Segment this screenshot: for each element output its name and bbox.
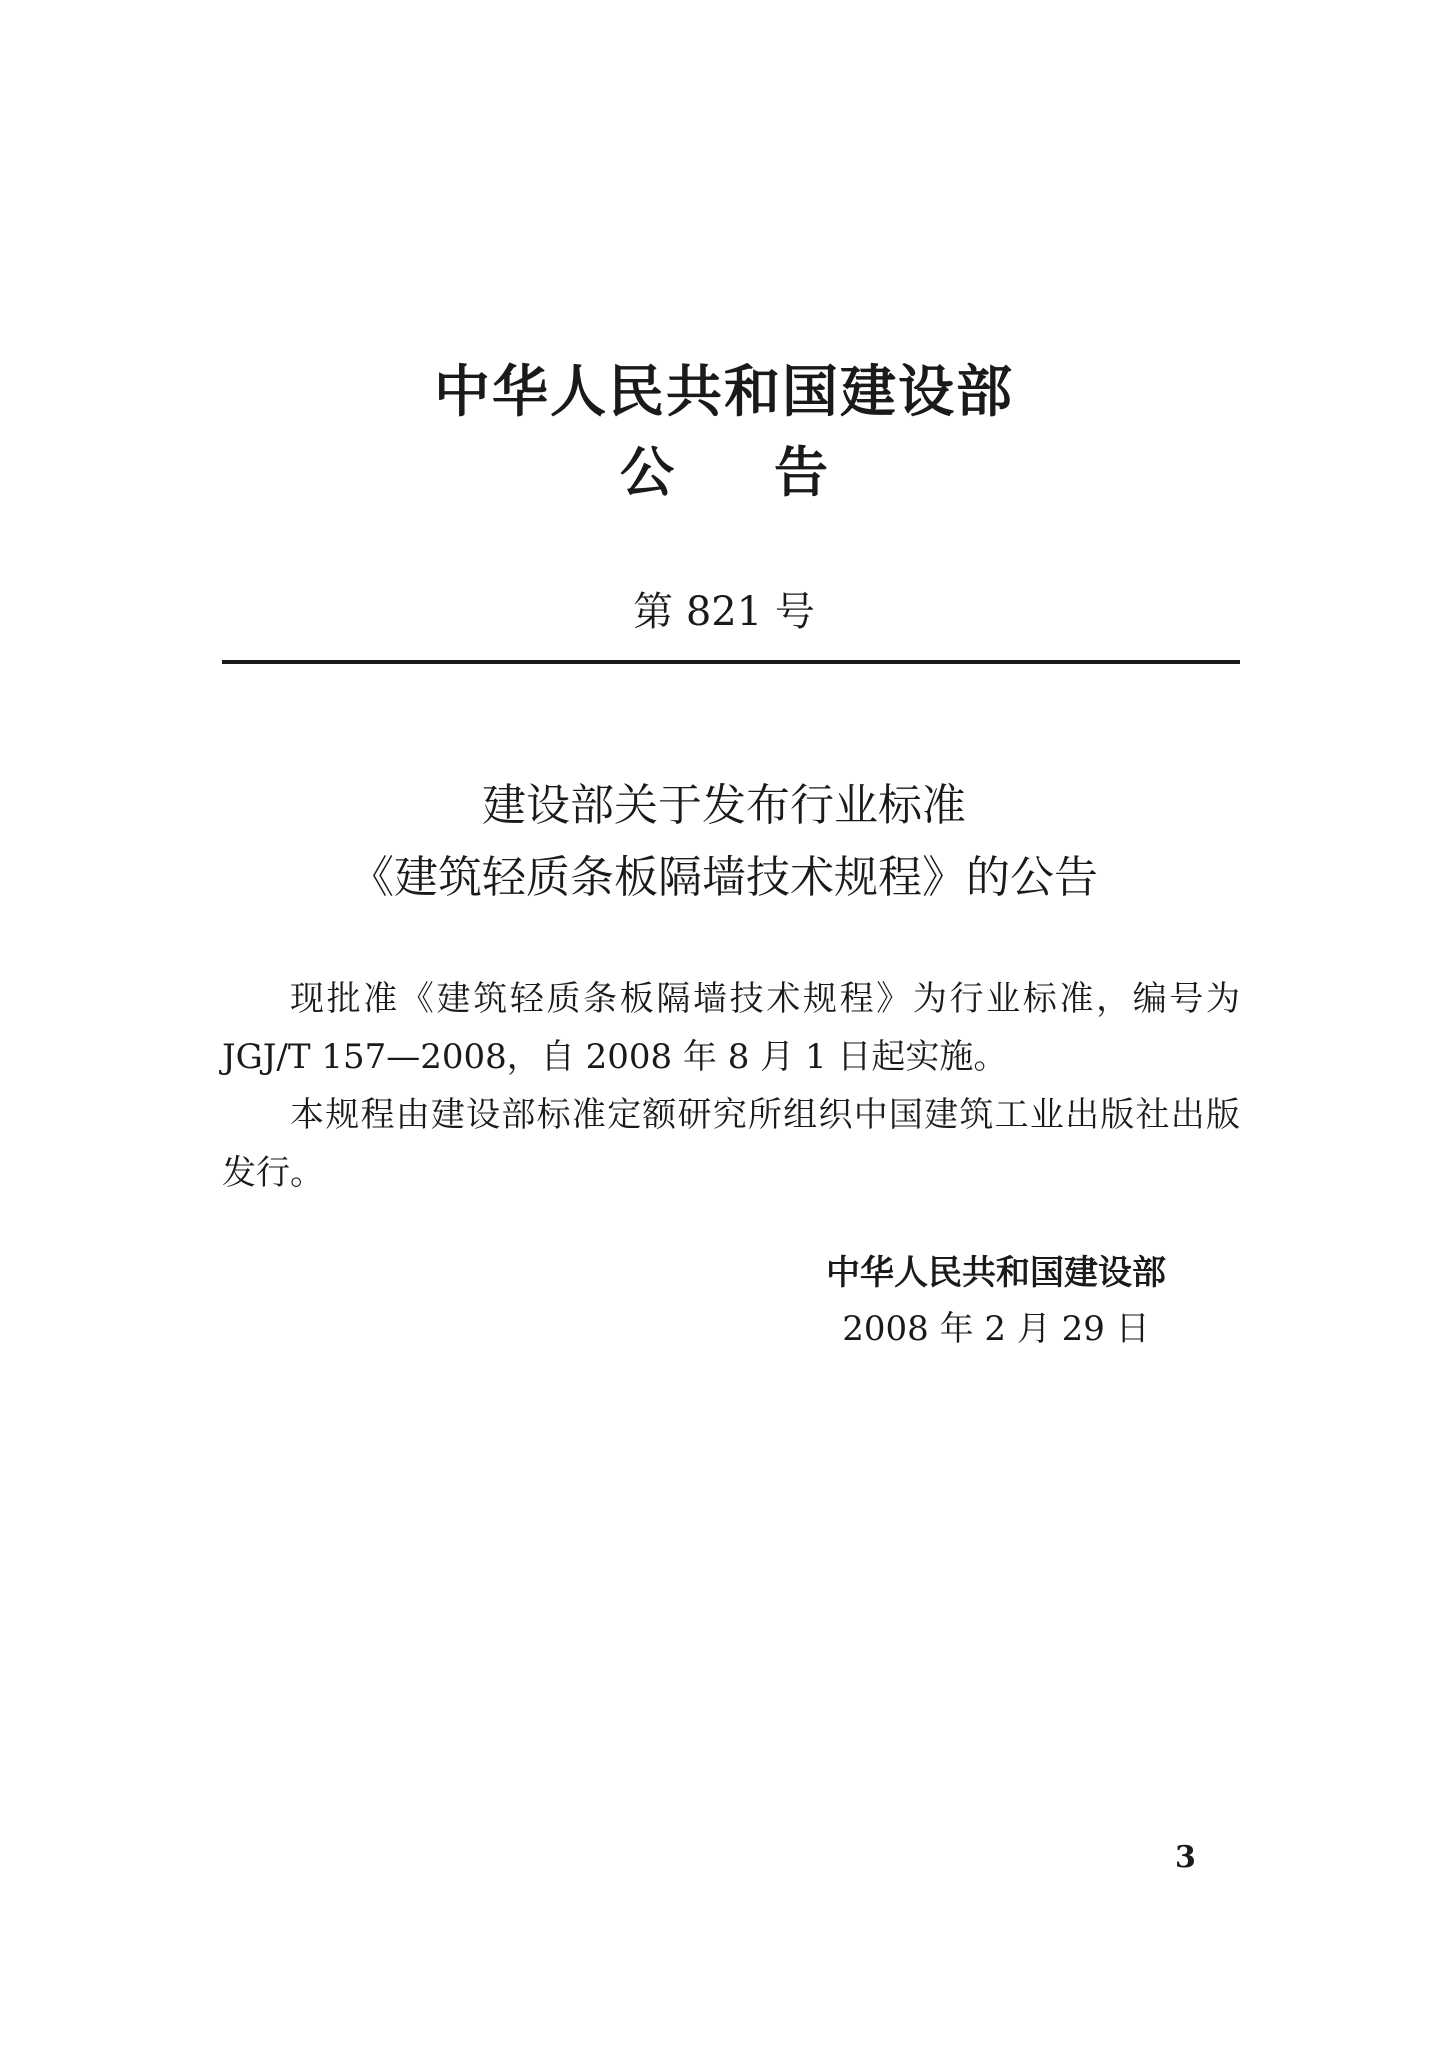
document-number: 第 821 号 [633, 589, 815, 635]
subject-line-1: 建设部关于发布行业标准 [482, 780, 966, 831]
issuer-title: 中华人民共和国建设部 [434, 360, 1014, 425]
body-paragraph-1: 现批准《建筑轻质条板隔墙技术规程》为行业标准，编号为 JGJ/T 157—2008，自 2008 年 8 月 1 日起实施。 [222, 979, 1240, 1077]
announcement-subject [0, 770, 1448, 914]
subject-line-2: 《建筑轻质条板隔墙技术规程》的公告 [350, 852, 1098, 903]
signature-block [826, 1245, 1166, 1357]
document-type-title: 公告 [620, 441, 928, 504]
signing-date: 2008 年 2 月 29 日 [842, 1309, 1150, 1349]
page-number: 3 [1175, 1840, 1196, 1875]
signing-organization: 中华人民共和国建设部 [826, 1253, 1166, 1293]
header-divider [222, 660, 1240, 664]
body-paragraph-2: 本规程由建设部标准定额研究所组织中国建筑工业出版社出版发行。 [222, 1095, 1240, 1193]
announcement-body [222, 970, 1240, 1202]
